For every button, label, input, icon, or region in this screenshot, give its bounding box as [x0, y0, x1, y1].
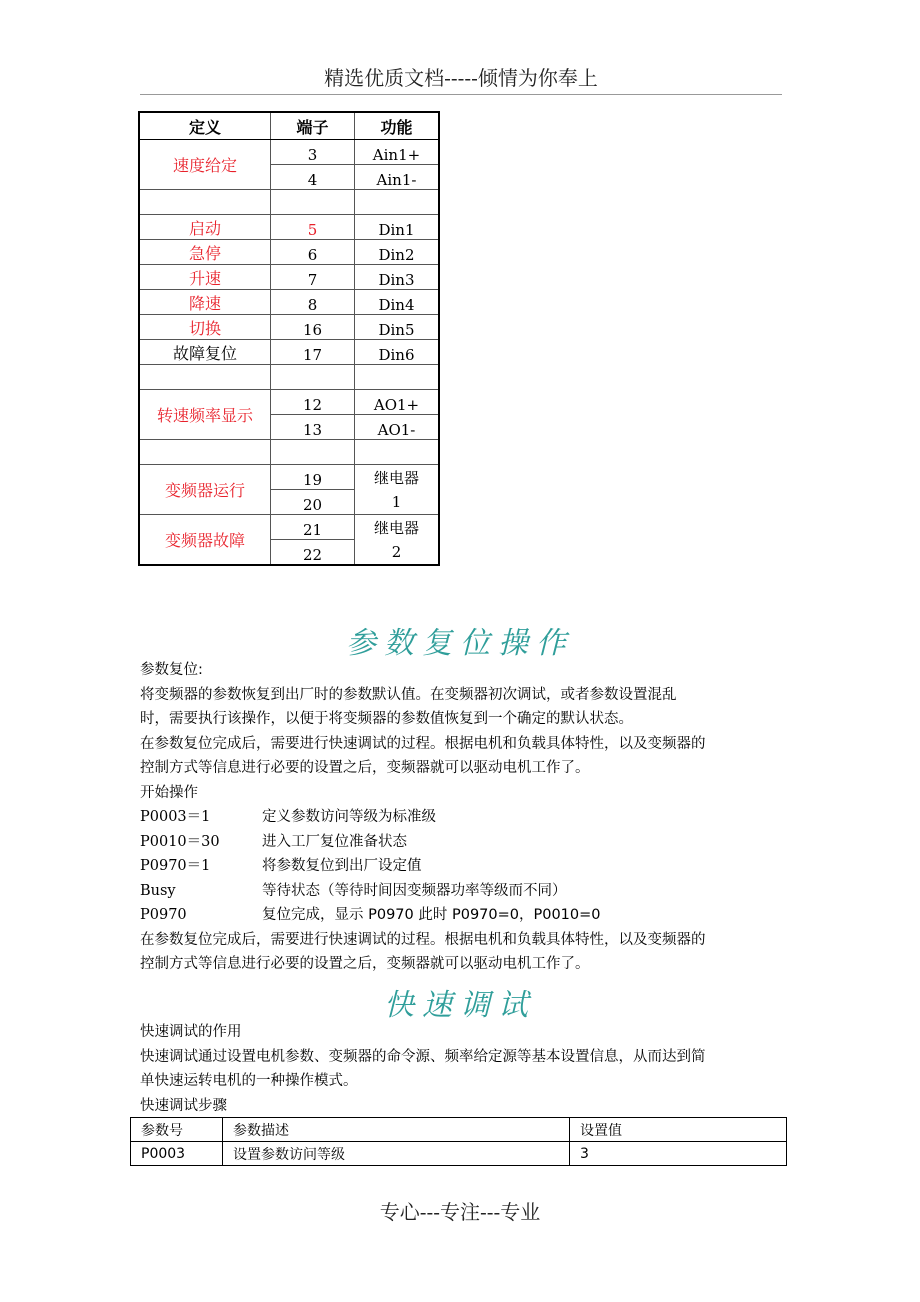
function-cell: Din6 — [355, 340, 440, 365]
terminal-cell: 7 — [271, 265, 355, 290]
intro-label: 参数复位: — [140, 662, 203, 678]
step-code: P0003＝1 — [140, 809, 211, 825]
terminal-cell: 17 — [271, 340, 355, 365]
paragraph-line: 单快速运转电机的一种操作模式。 — [140, 1073, 358, 1089]
terminal-cell: 3 — [271, 140, 355, 165]
section-title-param-reset: 参数复位操作 — [346, 626, 574, 661]
step-desc: 定义参数访问等级为标准级 — [262, 809, 436, 825]
empty-cell — [271, 440, 355, 465]
function-cell: Din3 — [355, 265, 440, 290]
def-emergency-stop: 急停 — [139, 240, 271, 265]
step-code: Busy — [140, 882, 176, 899]
col-header-function: 功能 — [355, 112, 440, 140]
step-row — [140, 830, 780, 855]
step-code: P0970 — [140, 907, 187, 923]
terminal-cell: 6 — [271, 240, 355, 265]
def-speed-up: 升速 — [139, 265, 271, 290]
steps-label: 快速调试步骤 — [140, 1097, 227, 1114]
def-speed-down: 降速 — [139, 290, 271, 315]
page-header: 精选优质文档-----倾情为你奉上 — [140, 62, 782, 95]
relay-number: 2 — [391, 542, 402, 561]
section-title-quick-commissioning: 快速调试 — [384, 988, 536, 1023]
function-cell: Ain1+ — [355, 140, 440, 165]
step-row — [140, 854, 780, 879]
paragraph-line: 将变频器的参数恢复到出厂时的参数默认值。在变频器初次调试，或者参数设置混乱 — [140, 686, 677, 703]
function-cell: Din4 — [355, 290, 440, 315]
empty-cell — [139, 440, 271, 465]
def-speed-given: 速度给定 — [139, 140, 271, 190]
relay-number: 1 — [391, 492, 402, 511]
terminal-cell: 20 — [271, 490, 355, 515]
def-start: 启动 — [139, 215, 271, 240]
def-speed-display: 转速频率显示 — [139, 390, 271, 440]
paragraph-line: 控制方式等信息进行必要的设置之后，变频器就可以驱动电机工作了。 — [140, 956, 590, 972]
col-header-definition: 定义 — [139, 112, 271, 140]
def-vfd-fault: 变频器故障 — [139, 515, 271, 566]
col-header-param-desc: 参数描述 — [223, 1118, 570, 1142]
empty-cell — [355, 440, 440, 465]
function-cell: AO1+ — [355, 390, 440, 415]
terminal-cell: 5 — [271, 215, 355, 240]
terminal-cell: 13 — [271, 415, 355, 440]
empty-cell — [271, 365, 355, 390]
step-desc: 将参数复位到出厂设定值 — [262, 858, 422, 874]
step-row — [140, 805, 780, 830]
def-switch: 切换 — [139, 315, 271, 340]
step-code: P0010＝30 — [140, 833, 220, 850]
function-relay-2 — [355, 515, 440, 566]
empty-cell — [139, 190, 271, 215]
col-header-set-value: 设置值 — [570, 1118, 787, 1142]
step-desc: 复位完成，显示 P0970 此时 P0970=0，P0010=0 — [262, 907, 601, 923]
relay-label: 继电器 — [373, 468, 419, 487]
paragraph-line: 控制方式等信息进行必要的设置之后，变频器就可以驱动电机工作了。 — [140, 760, 590, 776]
terminal-cell: 22 — [271, 540, 355, 566]
set-value-cell: 3 — [570, 1142, 787, 1166]
function-relay-1 — [355, 465, 440, 515]
function-cell: AO1- — [355, 415, 440, 440]
empty-cell — [355, 365, 440, 390]
terminal-cell: 8 — [271, 290, 355, 315]
function-cell: Ain1- — [355, 165, 440, 190]
param-reset-body — [140, 658, 780, 977]
step-desc: 等待状态（等待时间因变频器功率等级而不同） — [262, 882, 567, 899]
def-fault-reset: 故障复位 — [139, 340, 271, 365]
param-desc-cell: 设置参数访问等级 — [223, 1142, 570, 1166]
paragraph-line: 时，需要执行该操作，以便于将变频器的参数值恢复到一个确定的默认状态。 — [140, 711, 633, 727]
def-vfd-running: 变频器运行 — [139, 465, 271, 515]
paragraph-line: 快速调试通过设置电机参数、变频器的命令源、频率给定源等基本设置信息，从而达到简 — [140, 1048, 706, 1065]
paragraph-line: 在参数复位完成后，需要进行快速调试的过程。根据电机和负载具体特性，以及变频器的 — [140, 735, 706, 752]
step-code: P0970＝1 — [140, 858, 211, 874]
param-no-cell: P0003 — [131, 1142, 223, 1166]
quick-steps-table — [130, 1117, 787, 1166]
step-desc: 进入工厂复位准备状态 — [262, 833, 407, 850]
step-row — [140, 903, 780, 928]
terminal-cell: 19 — [271, 465, 355, 490]
function-cell: Din2 — [355, 240, 440, 265]
paragraph-line: 在参数复位完成后，需要进行快速调试的过程。根据电机和负载具体特性，以及变频器的 — [140, 931, 706, 948]
col-header-param-no: 参数号 — [131, 1118, 223, 1142]
function-cell: Din5 — [355, 315, 440, 340]
terminal-cell: 16 — [271, 315, 355, 340]
empty-cell — [271, 190, 355, 215]
function-cell: Din1 — [355, 215, 440, 240]
relay-label: 继电器 — [373, 518, 419, 537]
table-row — [131, 1142, 787, 1166]
quick-commissioning-body — [140, 1020, 780, 1118]
terminal-table — [138, 111, 440, 566]
step-row — [140, 879, 780, 904]
terminal-cell: 21 — [271, 515, 355, 540]
empty-cell — [139, 365, 271, 390]
start-label: 开始操作 — [140, 784, 198, 801]
role-label: 快速调试的作用 — [140, 1024, 242, 1040]
terminal-cell: 12 — [271, 390, 355, 415]
page-footer: 专心---专注---专业 — [379, 1200, 541, 1224]
empty-cell — [355, 190, 440, 215]
col-header-terminal: 端子 — [271, 112, 355, 140]
terminal-cell: 4 — [271, 165, 355, 190]
